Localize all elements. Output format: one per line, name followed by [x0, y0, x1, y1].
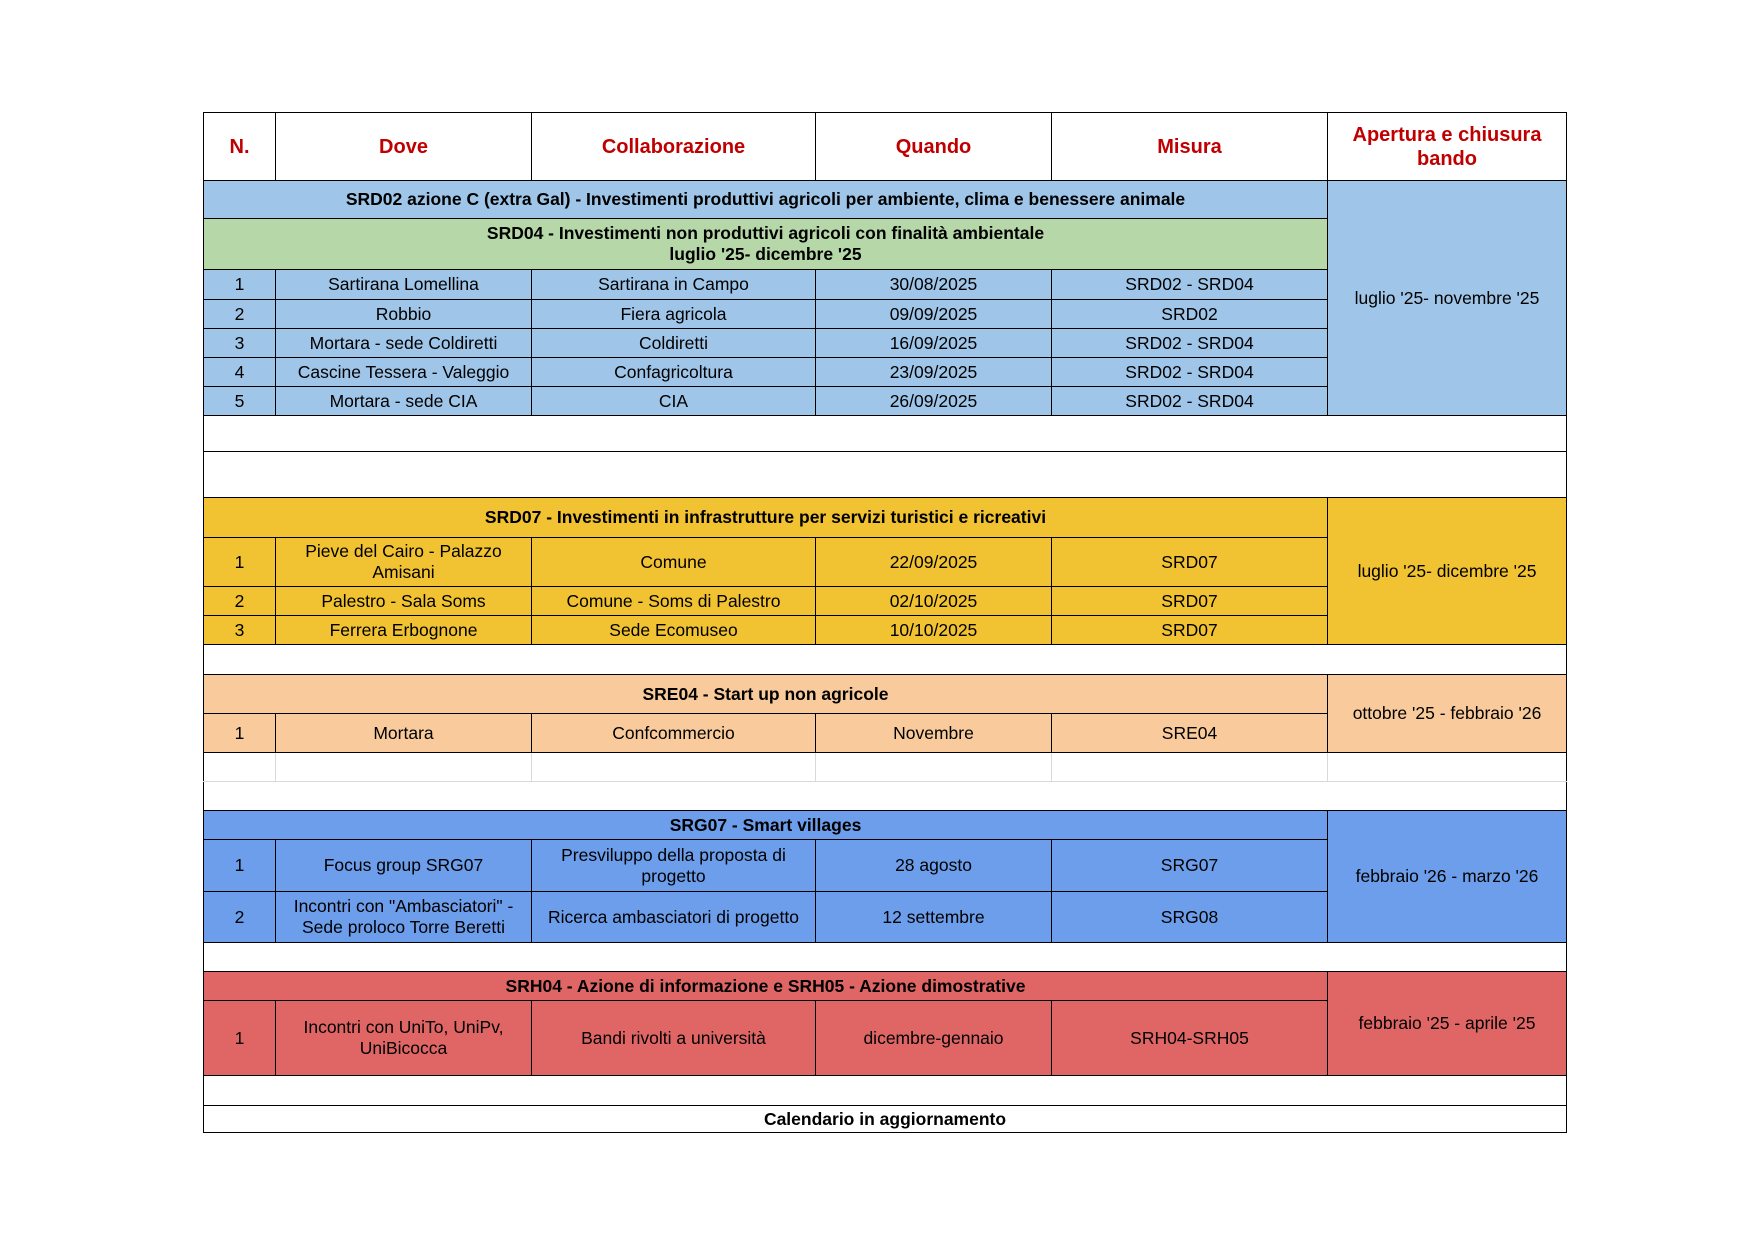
cell-collaborazione: Sartirana in Campo — [532, 270, 816, 300]
cell-quando: 12 settembre — [816, 892, 1052, 943]
cell-misura: SRD07 — [1052, 616, 1328, 645]
cell-collaborazione: Confagricoltura — [532, 358, 816, 387]
cell-collaborazione: Coldiretti — [532, 329, 816, 358]
cell-quando: 02/10/2025 — [816, 587, 1052, 616]
cell-n: 1 — [204, 1001, 276, 1076]
spacer-row — [204, 943, 1567, 972]
header-quando: Quando — [816, 113, 1052, 181]
header-collaborazione: Collaborazione — [532, 113, 816, 181]
cell-dove: Incontri con "Ambasciatori" - Sede proloco Torre Beretti — [276, 892, 532, 943]
cell-dove: Mortara — [276, 714, 532, 753]
section-srd04-title-line2: luglio '25- dicembre '25 — [669, 244, 862, 264]
cell-dove: Incontri con UniTo, UniPv, UniBicocca — [276, 1001, 532, 1076]
section-srd07-bando: luglio '25- dicembre '25 — [1328, 498, 1567, 645]
cell-quando: 28 agosto — [816, 840, 1052, 892]
header-n: N. — [204, 113, 276, 181]
section-srd02-title-row — [204, 181, 1567, 219]
section-srd07-title-row — [204, 498, 1567, 538]
cell-n: 2 — [204, 587, 276, 616]
section-srg07-title: SRG07 - Smart villages — [204, 811, 1328, 840]
header-apertura: Apertura e chiusura bando — [1328, 113, 1567, 181]
cell-quando: 23/09/2025 — [816, 358, 1052, 387]
cell-dove: Ferrera Erbognone — [276, 616, 532, 645]
spacer-row — [204, 753, 1567, 782]
cell-n: 3 — [204, 616, 276, 645]
cell-quando: 26/09/2025 — [816, 387, 1052, 416]
calendar-table — [203, 112, 1567, 1133]
footer-row — [204, 1106, 1567, 1133]
cell-n: 2 — [204, 300, 276, 329]
section-sre04-title: SRE04 - Start up non agricole — [204, 675, 1328, 714]
cell-dove: Robbio — [276, 300, 532, 329]
spacer-row — [204, 452, 1567, 498]
cell-n: 2 — [204, 892, 276, 943]
cell-quando: 16/09/2025 — [816, 329, 1052, 358]
cell-misura: SRD07 — [1052, 538, 1328, 587]
spacer-row — [204, 1076, 1567, 1106]
cell-dove: Pieve del Cairo - Palazzo Amisani — [276, 538, 532, 587]
cell-collaborazione: CIA — [532, 387, 816, 416]
cell-misura: SRD02 - SRD04 — [1052, 270, 1328, 300]
section-srd02-title: SRD02 azione C (extra Gal) - Investimenti produttivi agricoli per ambiente, clima e benessere animale — [204, 181, 1328, 219]
cell-quando: 09/09/2025 — [816, 300, 1052, 329]
section-srh04-title: SRH04 - Azione di informazione e SRH05 - Azione dimostrative — [204, 972, 1328, 1001]
cell-dove: Sartirana Lomellina — [276, 270, 532, 300]
cell-quando: 22/09/2025 — [816, 538, 1052, 587]
section-srh04-bando: febbraio '25 - aprile '25 — [1328, 972, 1567, 1076]
cell-misura: SRD02 - SRD04 — [1052, 329, 1328, 358]
footer-note: Calendario in aggiornamento — [204, 1106, 1567, 1133]
cell-dove: Mortara - sede CIA — [276, 387, 532, 416]
cell-collaborazione: Ricerca ambasciatori di progetto — [532, 892, 816, 943]
cell-collaborazione: Confcommercio — [532, 714, 816, 753]
cell-dove: Cascine Tessera - Valeggio — [276, 358, 532, 387]
cell-n: 1 — [204, 714, 276, 753]
section-srd02-bando: luglio '25- novembre '25 — [1328, 181, 1567, 416]
cell-misura: SRD07 — [1052, 587, 1328, 616]
section-srg07-bando: febbraio '26 - marzo '26 — [1328, 811, 1567, 943]
cell-n: 1 — [204, 270, 276, 300]
cell-dove: Mortara - sede Coldiretti — [276, 329, 532, 358]
header-row — [204, 113, 1567, 181]
cell-misura: SRD02 - SRD04 — [1052, 387, 1328, 416]
cell-n: 3 — [204, 329, 276, 358]
cell-collaborazione: Fiera agricola — [532, 300, 816, 329]
cell-n: 1 — [204, 538, 276, 587]
header-dove: Dove — [276, 113, 532, 181]
cell-misura: SRD02 — [1052, 300, 1328, 329]
section-srd07-title: SRD07 - Investimenti in infrastrutture per servizi turistici e ricreativi — [204, 498, 1328, 538]
section-srg07-title-row — [204, 811, 1567, 840]
cell-misura: SRH04-SRH05 — [1052, 1001, 1328, 1076]
cell-n: 5 — [204, 387, 276, 416]
cell-n: 4 — [204, 358, 276, 387]
cell-dove: Palestro - Sala Soms — [276, 587, 532, 616]
cell-dove: Focus group SRG07 — [276, 840, 532, 892]
cell-n: 1 — [204, 840, 276, 892]
cell-collaborazione: Comune - Soms di Palestro — [532, 587, 816, 616]
cell-collaborazione: Bandi rivolti a università — [532, 1001, 816, 1076]
cell-quando: 30/08/2025 — [816, 270, 1052, 300]
section-srh04-title-row — [204, 972, 1567, 1001]
header-misura: Misura — [1052, 113, 1328, 181]
cell-quando: dicembre-gennaio — [816, 1001, 1052, 1076]
cell-collaborazione: Presviluppo della proposta di progetto — [532, 840, 816, 892]
spacer-row — [204, 782, 1567, 811]
spacer-row — [204, 416, 1567, 452]
cell-quando: 10/10/2025 — [816, 616, 1052, 645]
cell-misura: SRG08 — [1052, 892, 1328, 943]
cell-misura: SRE04 — [1052, 714, 1328, 753]
cell-collaborazione: Comune — [532, 538, 816, 587]
cell-quando: Novembre — [816, 714, 1052, 753]
calendar-sheet — [203, 112, 1566, 1133]
cell-collaborazione: Sede Ecomuseo — [532, 616, 816, 645]
section-srd04-title — [204, 219, 1328, 270]
spacer-row — [204, 645, 1567, 675]
section-srd04-title-line1: SRD04 - Investimenti non produttivi agricoli con finalità ambientale — [486, 223, 1045, 243]
cell-misura: SRG07 — [1052, 840, 1328, 892]
section-sre04-bando: ottobre '25 - febbraio '26 — [1328, 675, 1567, 753]
cell-misura: SRD02 - SRD04 — [1052, 358, 1328, 387]
section-sre04-title-row — [204, 675, 1567, 714]
